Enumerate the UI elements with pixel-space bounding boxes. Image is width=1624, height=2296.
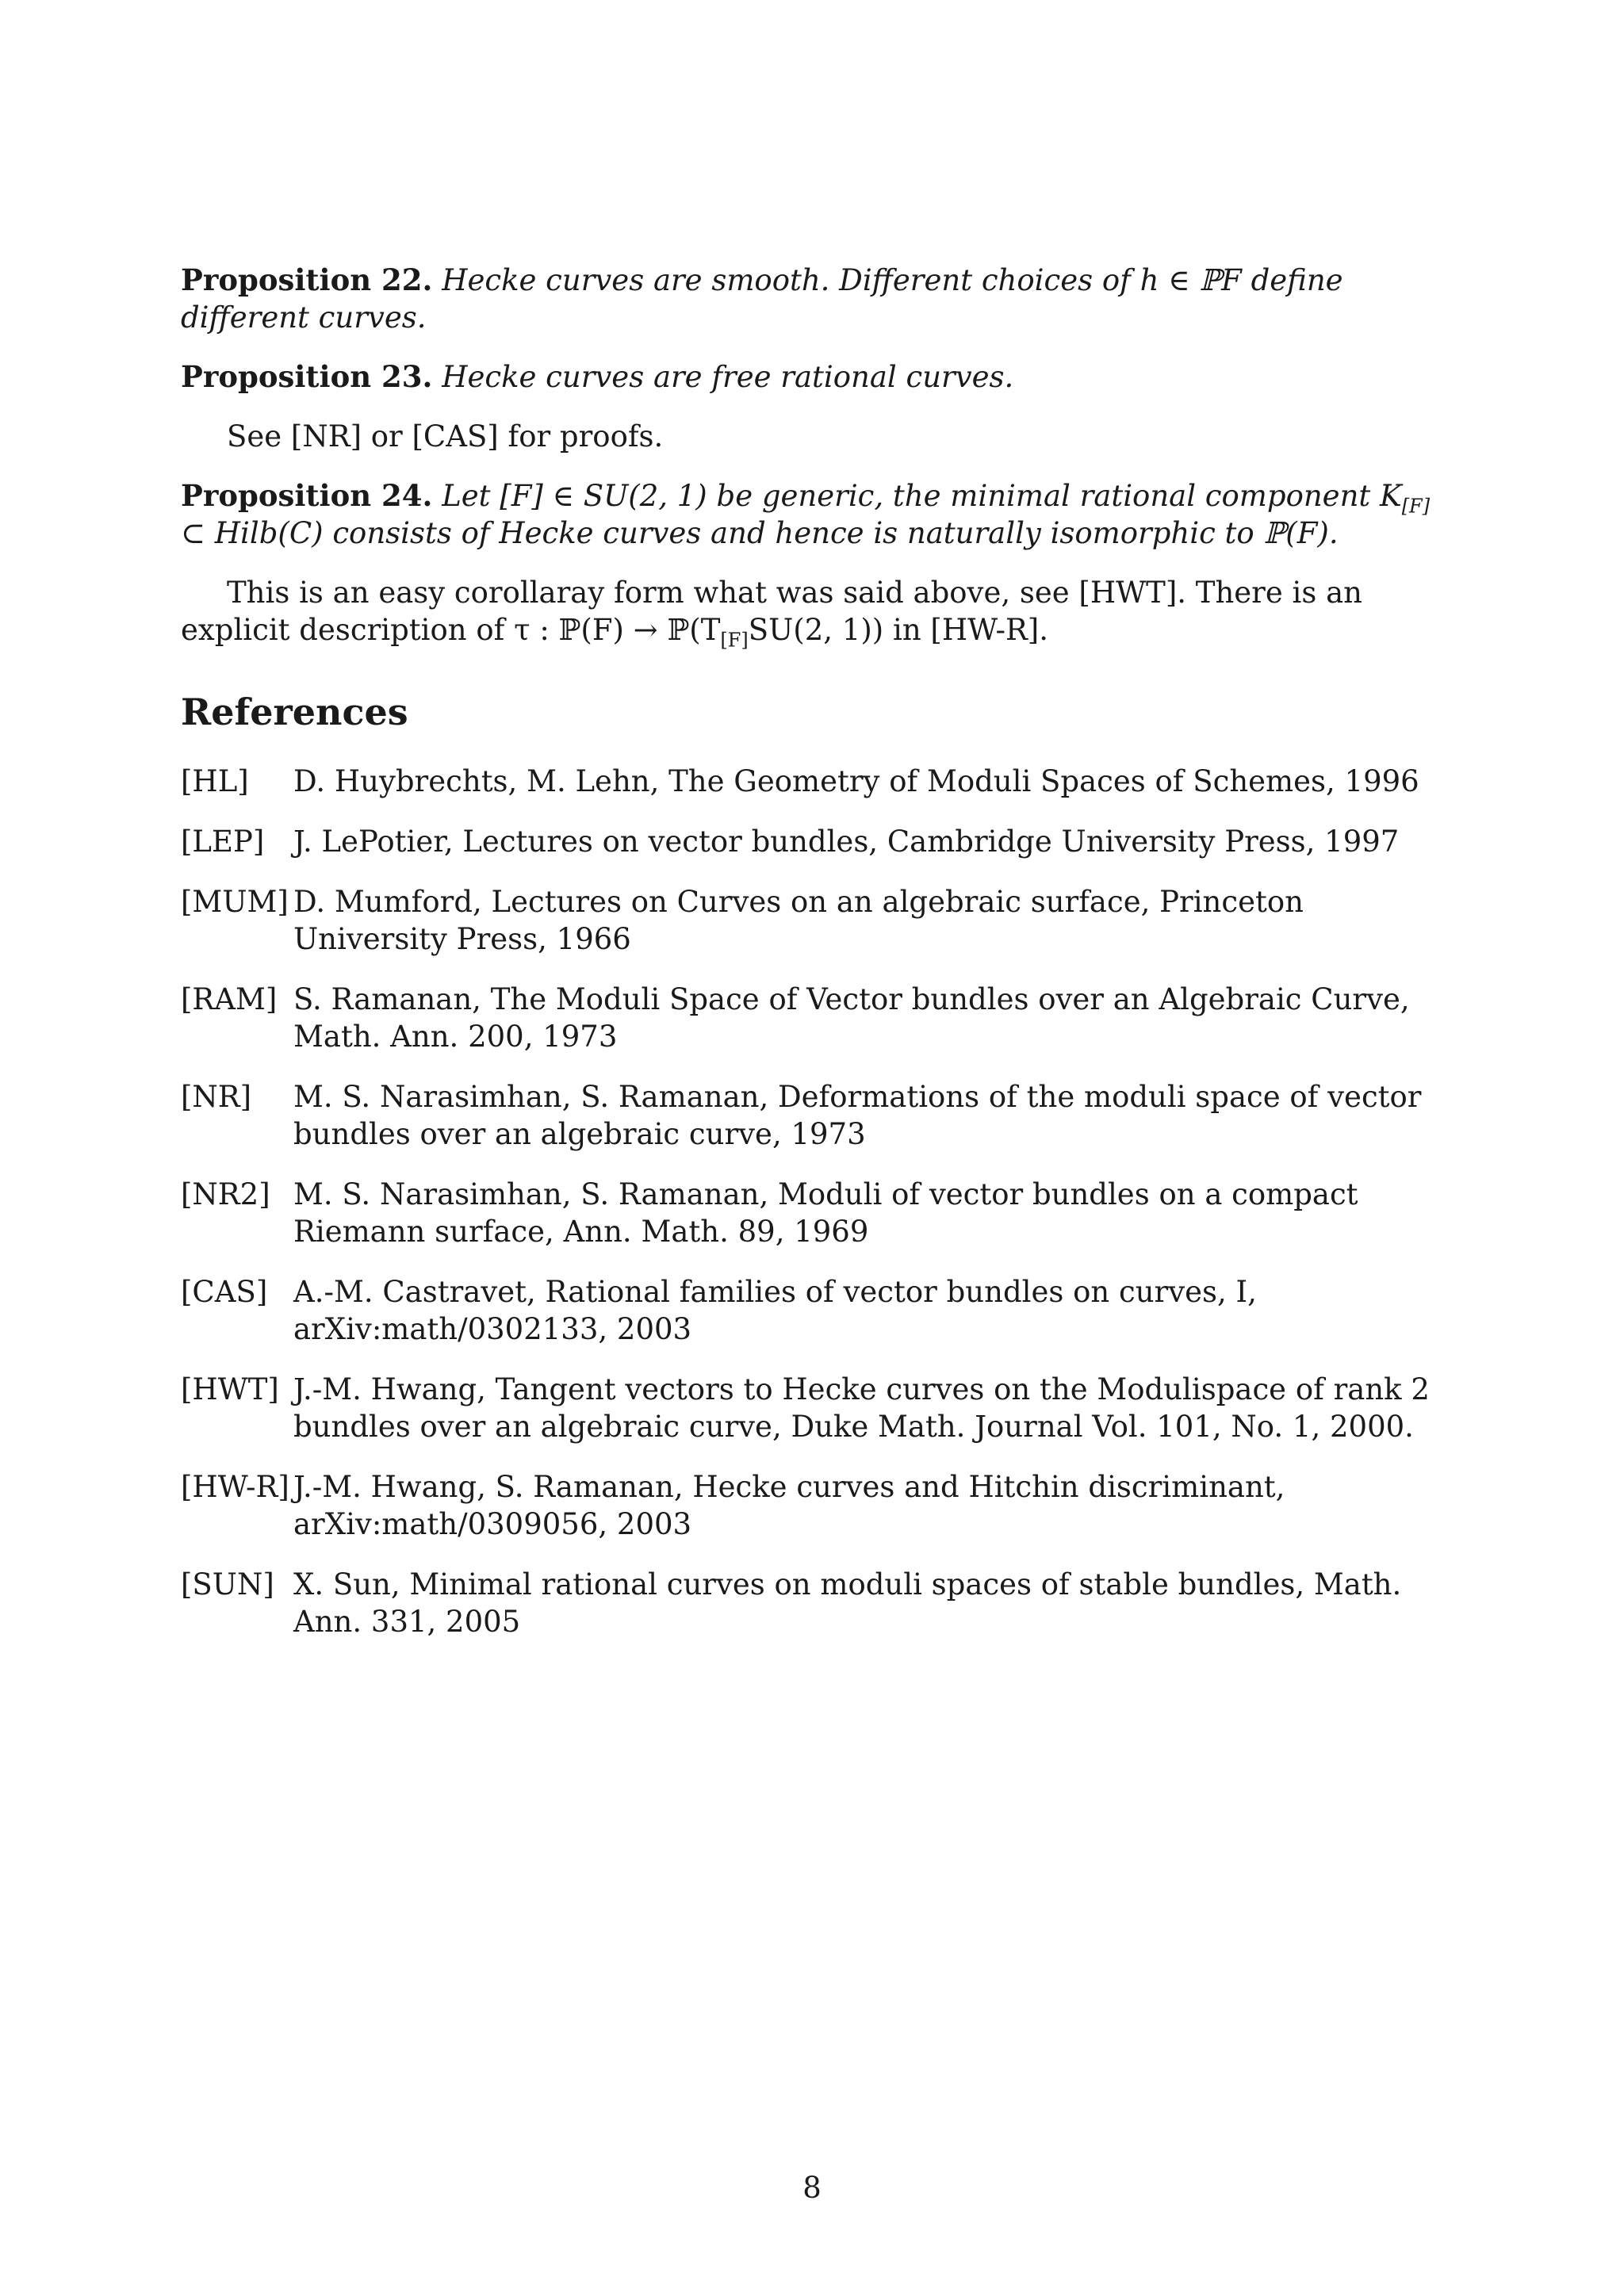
proposition-22 [181, 262, 1448, 336]
reference-key: [HW-R] [181, 1470, 289, 1504]
subscript: [F] [1401, 495, 1431, 518]
reference-key: [NR] [181, 1080, 252, 1114]
reference-text: A.-M. Castravet, Rational families of vector bundles on curves, I, arXiv:math/0302133, 2003 [293, 1275, 1257, 1346]
reference-text: J. LePotier, Lectures on vector bundles, Cambridge University Press, 1997 [293, 825, 1400, 859]
reference-item [181, 1176, 1448, 1250]
proposition-text: Hecke curves are free rational curves. [442, 360, 1014, 394]
reference-text: J.-M. Hwang, S. Ramanan, Hecke curves and Hitchin discriminant, arXiv:math/0309056, 2003 [293, 1470, 1285, 1541]
references-heading: References [181, 691, 408, 733]
reference-item [181, 1078, 1448, 1153]
paragraph-part: SU(2, 1)) in [HW-R]. [748, 613, 1049, 647]
reference-item [181, 1371, 1448, 1445]
reference-text: M. S. Narasimhan, S. Ramanan, Moduli of vector bundles on a compact Riemann surface, Ann. Math. 89, 1969 [293, 1177, 1358, 1249]
subscript: [F] [720, 629, 749, 652]
reference-item [181, 1566, 1448, 1640]
reference-item [181, 763, 1448, 800]
proposition-text-part: ⊂ Hilb(C) consists of Hecke curves and hence is naturally isomorphic to ℙ(F). [181, 516, 1339, 550]
see-proofs-text: See [NR] or [CAS] for proofs. [227, 419, 664, 453]
reference-text: S. Ramanan, The Moduli Space of Vector bundles over an Algebraic Curve, Math. Ann. 200, 1973 [293, 982, 1410, 1054]
reference-key: [HWT] [181, 1372, 279, 1406]
reference-text: M. S. Narasimhan, S. Ramanan, Deformations of the moduli space of vector bundles over an algebraic curve, 1973 [293, 1080, 1422, 1151]
reference-key: [RAM] [181, 982, 278, 1016]
reference-key: [SUN] [181, 1567, 274, 1601]
reference-text: D. Huybrechts, M. Lehn, The Geometry of Moduli Spaces of Schemes, 1996 [293, 764, 1419, 798]
reference-text: X. Sun, Minimal rational curves on moduli spaces of stable bundles, Math. Ann. 331, 2005 [293, 1567, 1402, 1639]
proposition-label: Proposition 22. [181, 262, 433, 297]
reference-item [181, 1468, 1448, 1543]
reference-text: D. Mumford, Lectures on Curves on an algebraic surface, Princeton University Press, 1966 [293, 885, 1304, 956]
reference-text: J.-M. Hwang, Tangent vectors to Hecke curves on the Modulispace of rank 2 bundles over an algebraic curve, Duke Math. Journal Vol. 101, No. 1, 2000. [293, 1372, 1430, 1444]
reference-item [181, 823, 1448, 860]
proposition-text-part: Let [F] ∈ SU(2, 1) be generic, the minimal rational component K [442, 479, 1402, 513]
reference-key: [HL] [181, 764, 249, 798]
page-body [181, 262, 1448, 1663]
reference-item [181, 981, 1448, 1055]
reference-key: [CAS] [181, 1275, 268, 1309]
proposition-23 [181, 358, 1448, 396]
proposition-label: Proposition 23. [181, 359, 433, 394]
remark-paragraph [181, 574, 1448, 652]
reference-list [181, 763, 1448, 1640]
page-number: 8 [802, 2171, 822, 2205]
reference-item [181, 883, 1448, 958]
proposition-text: Hecke curves are smooth. Different choices of h ∈ ℙF define different curves. [181, 263, 1343, 335]
reference-key: [LEP] [181, 825, 265, 859]
proposition-label: Proposition 24. [181, 478, 433, 513]
reference-key: [MUM] [181, 885, 289, 919]
reference-item [181, 1273, 1448, 1348]
proposition-24 [181, 477, 1448, 552]
reference-key: [NR2] [181, 1177, 270, 1211]
paragraph-part: This is an easy corollaray form what was said above, see [HWT]. There is an explicit description of τ : ℙ(F) → ℙ(T [181, 576, 1362, 647]
